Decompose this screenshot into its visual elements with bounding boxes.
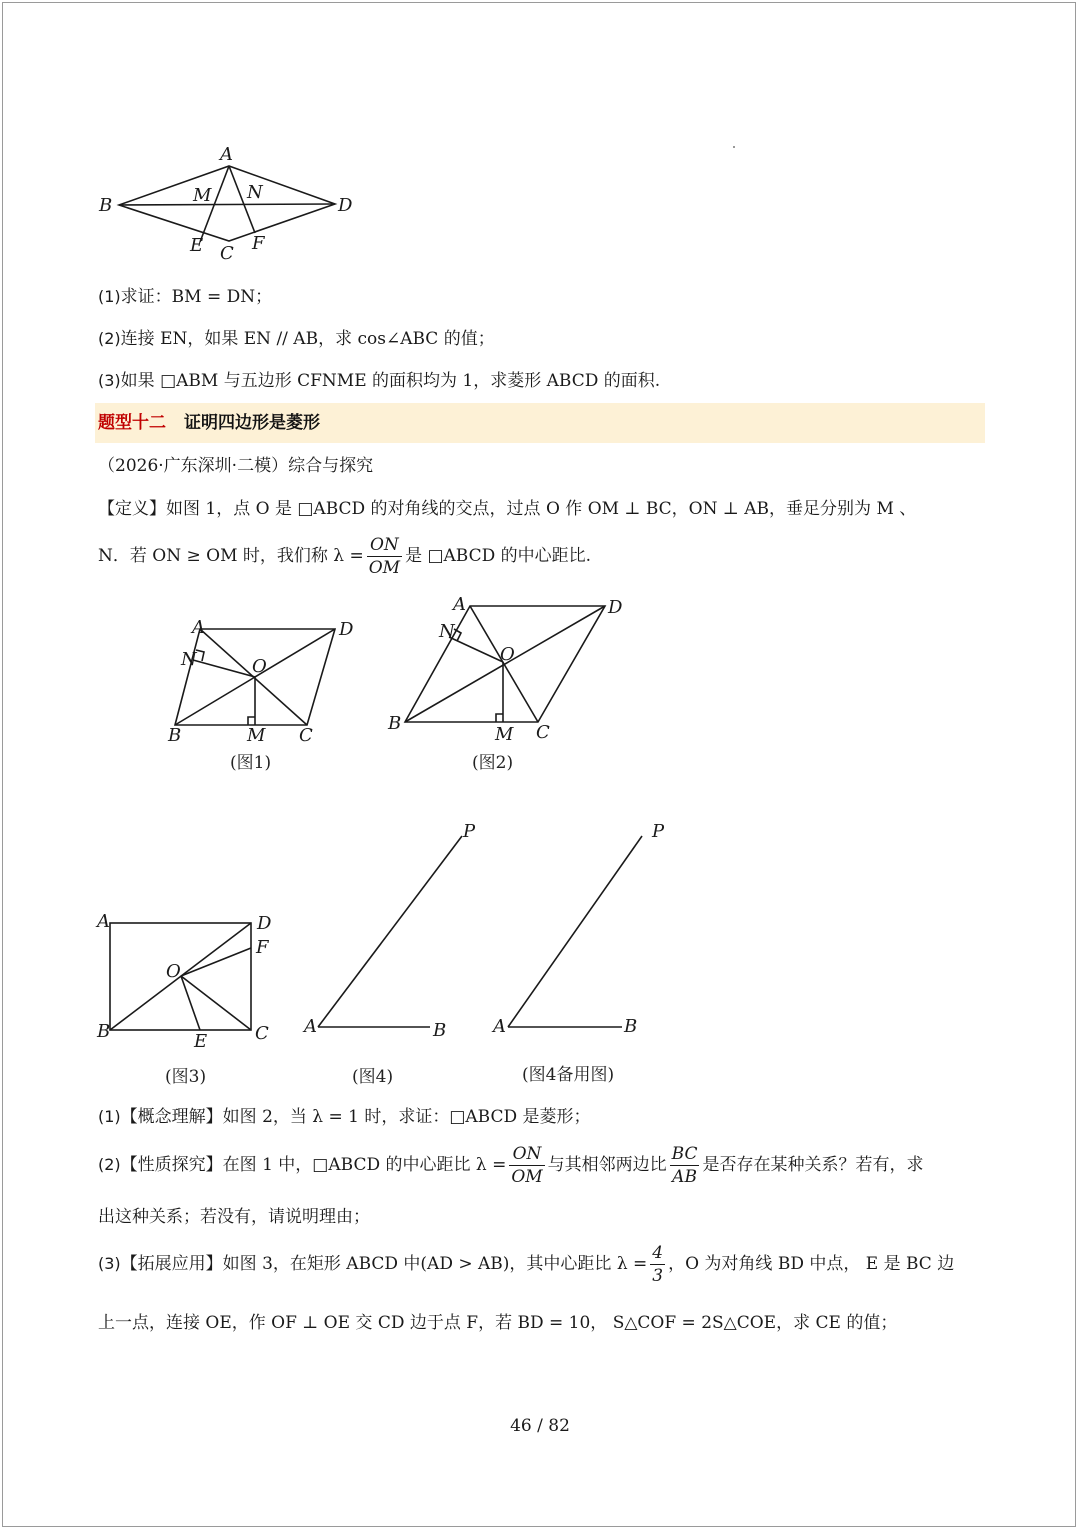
- seg-of-3: [181, 948, 251, 976]
- label-a: A: [220, 144, 233, 165]
- prev-question-3: (3)如果 □ABM 与五边形 CFNME 的面积均为 1，求菱形 ABCD 的面积.: [98, 371, 661, 391]
- label-b: B: [97, 1021, 111, 1042]
- label-p: P: [652, 821, 665, 842]
- label-c: C: [299, 725, 313, 746]
- label-c: C: [220, 243, 234, 264]
- ray-ap-4b: [508, 836, 642, 1027]
- label-m: M: [247, 725, 266, 746]
- label-d: D: [257, 913, 272, 934]
- figure-2: [385, 592, 635, 745]
- rhombus-figure: [95, 140, 365, 265]
- label-f: F: [252, 233, 265, 254]
- label-d: D: [338, 195, 353, 216]
- label-a: A: [453, 594, 466, 615]
- seg-oc-3: [181, 976, 251, 1030]
- prev-question-1: (1)求证：BM = DN；: [98, 287, 273, 307]
- label-p: P: [463, 821, 476, 842]
- label-d: D: [339, 619, 354, 640]
- label-o: O: [252, 656, 267, 677]
- section-tag: 题型十二: [98, 413, 166, 433]
- question-2-line-1: (2)【性质探究】在图 1 中，□ABCD 的中心距比 λ = $\frac{ON}{OM}$ 与其相邻两边比 $\frac{BC}{AB}$ 是否存在某种关系？若有，求: [98, 1144, 924, 1187]
- definition-line-1: 【定义】如图 1，点 O 是 □ABCD 的对角线的交点，过点 O 作 OM ⊥ BC，ON ⊥ AB，垂足分别为 M 、: [98, 499, 917, 519]
- question-1: (1)【概念理解】如图 2，当 λ = 1 时，求证：□ABCD 是菱形；: [98, 1107, 591, 1127]
- label-a: A: [192, 617, 205, 638]
- label-o: O: [500, 644, 515, 665]
- label-e: E: [194, 1031, 208, 1052]
- label-a: A: [493, 1016, 506, 1037]
- label-b: B: [99, 195, 113, 216]
- label-m: M: [193, 185, 212, 206]
- fraction-bc-ab: $\frac{BC}{AB}$: [671, 1144, 698, 1187]
- label-b: B: [168, 725, 182, 746]
- fraction-on-om: $\frac{ON}{OM}$: [368, 535, 401, 578]
- question-2-line-2: 出这种关系；若没有，请说明理由；: [98, 1207, 370, 1227]
- right-angle-n-1: [196, 650, 204, 661]
- problem-source: （2026·广东深圳·二模）综合与探究: [98, 456, 374, 476]
- figure-4: [300, 818, 480, 1043]
- label-b: B: [388, 713, 402, 734]
- label-n: N: [439, 621, 455, 642]
- fraction-4-3: $\frac{4}{3}$: [652, 1243, 664, 1286]
- diagonal-bd: [119, 204, 335, 205]
- figure-1: [165, 615, 365, 745]
- label-a: A: [97, 911, 110, 932]
- figure-4-backup: [490, 818, 670, 1043]
- right-angle-m-1: [248, 717, 255, 725]
- speck: [733, 146, 735, 148]
- caption-fig3: (图3): [165, 1067, 207, 1087]
- caption-fig4: (图4): [352, 1067, 394, 1087]
- label-c: C: [536, 722, 550, 743]
- label-e: E: [190, 235, 204, 256]
- label-b: B: [624, 1016, 638, 1037]
- section-title: 证明四边形是菱形: [184, 413, 320, 433]
- seg-on-1: [193, 660, 255, 677]
- definition-line-2: N．若 ON ≥ OM 时，我们称 λ = $\frac{ON}{OM}$ 是 □ABCD 的中心距比.: [98, 535, 592, 578]
- question-3-line-2: 上一点，连接 OE，作 OF ⊥ OE 交 CD 边于点 F，若 BD = 10， S△COF = 2S△COE，求 CE 的值；: [98, 1313, 898, 1333]
- label-d: D: [608, 597, 623, 618]
- label-n: N: [181, 649, 197, 670]
- right-angle-m-2: [496, 714, 503, 722]
- label-o: O: [166, 961, 181, 982]
- label-b: B: [433, 1020, 447, 1041]
- question-3-line-1: (3)【拓展应用】如图 3，在矩形 ABCD 中(AD > AB)，其中心距比 λ = $\frac{4}{3}$ ，O 为对角线 BD 中点， E 是 BC 边: [98, 1243, 955, 1286]
- fraction-on-om-q2: $\frac{ON}{OM}$: [511, 1144, 543, 1187]
- label-m: M: [495, 724, 514, 745]
- label-a: A: [304, 1016, 317, 1037]
- prev-question-2: (2)连接 EN，如果 EN // AB，求 cos∠ABC 的值；: [98, 329, 495, 349]
- label-f: F: [256, 937, 269, 958]
- label-n: N: [247, 182, 263, 203]
- label-c: C: [255, 1023, 269, 1044]
- ray-ap-4: [318, 836, 462, 1027]
- figure-3: [93, 906, 283, 1051]
- caption-fig4-backup: (图4备用图): [522, 1065, 615, 1085]
- page-number: 46 / 82: [510, 1416, 570, 1436]
- section-banner: [95, 403, 985, 443]
- caption-fig1: (图1): [230, 753, 272, 773]
- caption-fig2: (图2): [472, 753, 514, 773]
